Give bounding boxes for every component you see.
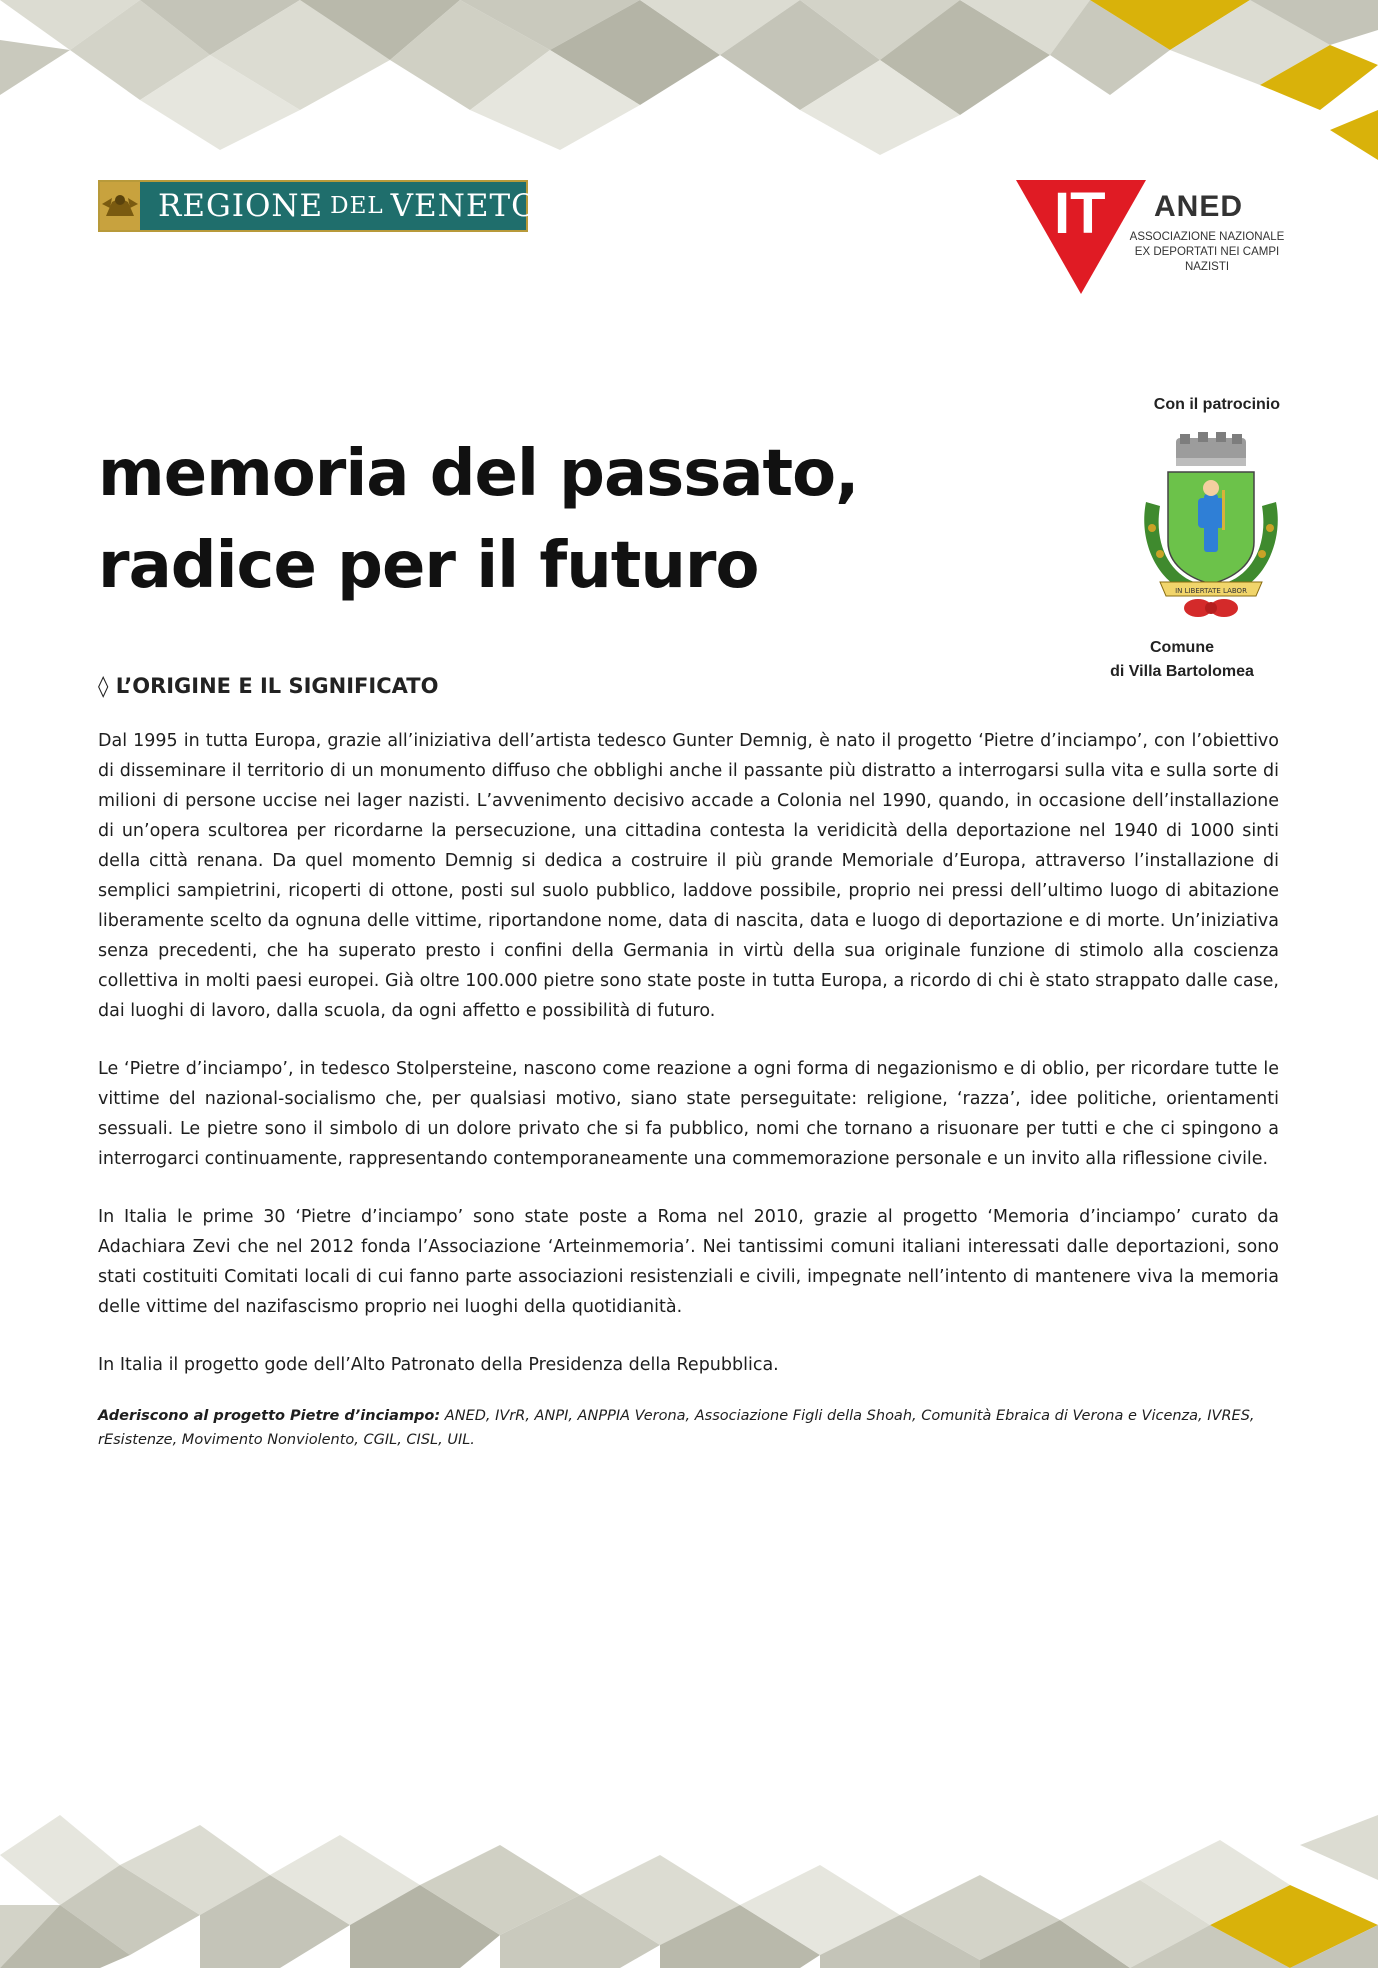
adesioni-label: Aderiscono al progetto Pietre d’inciampo: bbox=[98, 1408, 441, 1424]
aned-it-mark: IT bbox=[1054, 181, 1106, 246]
adesioni-text: ANED, IVrR, ANPI, ANPPIA Verona, Associazione Figli della Shoah, Comunità Ebraica di Verona e Vicenza, IVRES, rEsistenze, Movimento Nonviolento, CGIL, CISL, UIL. bbox=[98, 1408, 1255, 1448]
regione-veneto-logo bbox=[98, 180, 538, 232]
aned-name: ANED bbox=[1154, 190, 1244, 223]
lion-of-st-mark-icon bbox=[100, 182, 140, 230]
body-content bbox=[98, 726, 1279, 1480]
comune-label bbox=[1080, 636, 1284, 684]
adesioni-note bbox=[98, 1404, 1279, 1452]
top-decorative-band bbox=[0, 0, 1378, 175]
aned-subtitle-line1: ASSOCIAZIONE NAZIONALE bbox=[1129, 231, 1285, 243]
comune-line2: di Villa Bartolomea bbox=[1110, 663, 1254, 680]
paragraph-1: Dal 1995 in tutta Europa, grazie all’iniziativa dell’artista tedesco Gunter Demnig, è nato il progetto ‘Pietre d’inciampo’, con l’obiettivo di disseminare il territorio di un monumento diffuso che obblighi anche il passante più distratto a interrogarsi sulla vita e sulla sorte di milioni di persone uccise nei lager nazisti. L’avvenimento decisivo accade a Colonia nel 1990, quando, in occasione dell’installazione di un’opera scultorea per ricordarne la persecuzione, una cittadina contesta la veridicità della deportazione nel 1940 di 1000 sinti della città renana. Da quel momento Demnig si dedica a costruire il più grande Memoriale d’Europa, attraverso l’installazione di semplici sampietrini, ricoperti di ottone, posti sul suolo pubblico, laddove possibile, proprio nei pressi dell’ultimo luogo di abitazione liberamente scelto da ognuna delle vittime, riportandone nome, data di nascita, data e luogo di deportazione e di morte. Un’iniziativa senza precedenti, che ha superato presto i confini della Germania in virtù della sua originale funzione di stimolo alla coscienza collettiva in molti paesi europei. Già oltre 100.000 pietre sono state poste in tutta Europa, a ricordo di chi è stato strappato dalle case, dai luoghi di lavoro, dalla scuola, da ogni affetto e possibilità di futuro. bbox=[98, 731, 1279, 1021]
title-line2: radice per il futuro bbox=[98, 529, 759, 603]
paragraph-4: In Italia il progetto gode dell’Alto Patronato della Presidenza della Repubblica. bbox=[98, 1355, 779, 1375]
comune-line1: Comune bbox=[1150, 639, 1214, 656]
aned-subtitle-line2: EX DEPORTATI NEI CAMPI NAZISTI bbox=[1134, 246, 1280, 273]
title-line1: memoria del passato, bbox=[98, 437, 859, 511]
regione-logo-small-word: DEL bbox=[330, 193, 384, 219]
regione-logo-end-word: VENETO bbox=[390, 188, 538, 224]
section-heading: ◊ L’ORIGINE E IL SIGNIFICATO bbox=[98, 674, 439, 698]
bottom-decorative-band bbox=[0, 1785, 1378, 1968]
regione-logo-word: REGIONE bbox=[158, 188, 324, 224]
page-title bbox=[98, 428, 998, 612]
paragraph-2: Le ‘Pietre d’inciampo’, in tedesco Stolpersteine, nascono come reazione a ogni forma di negazionismo e di oblio, per ricordare tutte le vittime del nazional-socialismo che, per qualsiasi motivo, siano state perseguitate: religione, ‘razza’, idee politiche, orientamenti sessuali. Le pietre sono il simbolo di un dolore privato che si fa pubblico, nomi che tornano a risuonare per tutti e che ci spingono a interrogarci continuamente, rappresentando contemporaneamente una commemorazione personale e un invito alla riflessione civile. bbox=[98, 1059, 1279, 1169]
coat-of-arms-icon bbox=[1138, 432, 1284, 622]
aned-subtitle bbox=[1112, 230, 1302, 275]
patrocinio-label: Con il patrocinio bbox=[1153, 396, 1280, 413]
paragraph-3: In Italia le prime 30 ‘Pietre d’inciampo’ sono state poste a Roma nel 2010, grazie al progetto ‘Memoria d’inciampo’ curato da Adachiara Zevi che nel 2012 fonda l’Associazione ‘Arteinmemoria’. Nei tantissimi comuni italiani interessati dalle deportazioni, sono stati costituiti Comitati locali di cui fanno parte associazioni resistenziali e civili, impegnate nell’intento di mantenere viva la memoria delle vittime del nazifascismo proprio nei luoghi della quotidianità. bbox=[98, 1207, 1279, 1317]
coat-motto: IN LIBERTATE LABOR bbox=[1175, 587, 1247, 595]
aned-logo bbox=[1016, 180, 1284, 295]
regione-logo-text bbox=[140, 182, 538, 230]
